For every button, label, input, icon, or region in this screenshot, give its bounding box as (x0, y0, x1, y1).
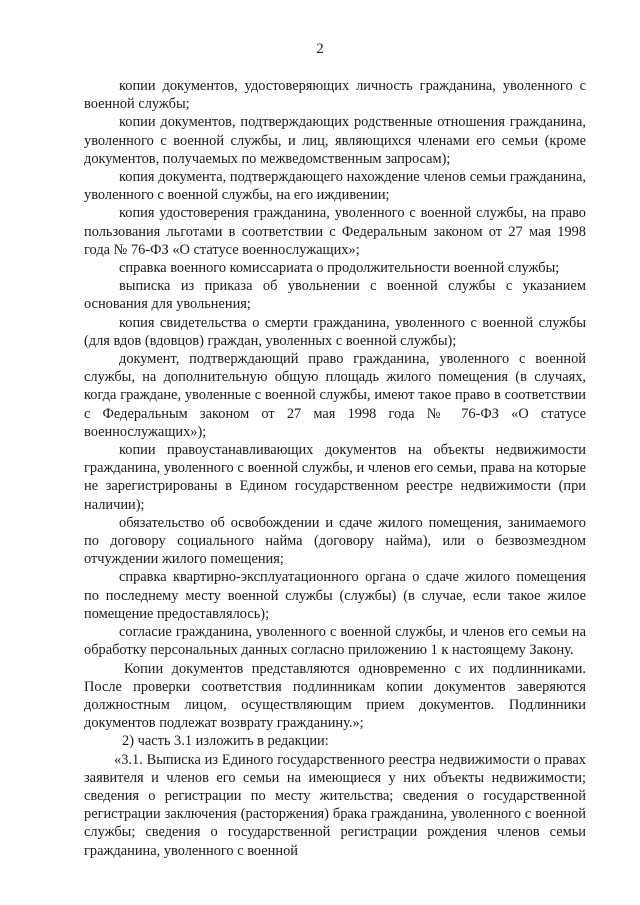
paragraph-dismissal-order: выписка из приказа об увольнении с военной службы с указанием основания для увольнения; (84, 278, 586, 313)
document-body (84, 77, 586, 860)
paragraph-dependency-doc: копия документа, подтверждающего нахождение членов семьи гражданина, уволенного с военной службы, на его иждивении; (84, 169, 586, 204)
paragraph-vacate-obligation: обязательство об освобождении и сдаче жилого помещения, занимаемого по договору социального найма (договору найма), или о безвозмездном отчуждении жилого помещения; (84, 514, 586, 568)
paragraph-housing-certificate: справка квартирно-эксплуатационного органа о сдаче жилого помещения по последнему месту военной службы (службы) (в случае, если такое жилое помещение предоставлялось); (84, 569, 586, 622)
paragraph-benefits-certificate: копия удостоверения гражданина, уволенного с военной службы, на право пользования льготами в соответствии с Федеральным законом от 27 мая 1998 года № 76-ФЗ «О статусе военнослужащих»; (84, 205, 586, 258)
paragraph-commissariat-certificate: справка военного комиссариата о продолжительности военной службы; (119, 260, 560, 277)
paragraph-section-3-1: «3.1. Выписка из Единого государственного реестра недвижимости о правах заявителя и членов его семьи на имеющиеся у них объекты недвижимости; сведения о регистрации по месту жительства; сведения о государственной регистрации заключения (расторжения) брака гражданина, уволенного с военной службы; сведения о государственной регистрации рождения членов семьи гражданина, уволенного с военной (84, 751, 586, 859)
paragraph-death-certificate: копия свидетельства о смерти гражданина, уволенного с военной службы (для вдов (вдовцов) граждан, уволенных с военной службы); (84, 314, 586, 349)
paragraph-identity-docs: копии документов, удостоверяющих личность гражданина, уволенного с военной службы; (84, 78, 586, 113)
paragraph-consent: согласие гражданина, уволенного с военной службы, и членов его семьи на обработку персональных данных согласно приложению 1 к настоящему Закону. (84, 624, 586, 659)
paragraph-additional-area: документ, подтверждающий право гражданина, уволенного с военной службы, на дополнительную общую площадь жилого помещения (в случаях, когда граждане, уволенные с военной службы, имеют такое право в соответствии с Федеральным законом от 27 мая 1998 года № 76-ФЗ «О статусе военнослужащих»); (84, 351, 586, 440)
paragraph-property-docs: копии правоустанавливающих документов на объекты недвижимости гражданина, уволенного с военной службы, и членов его семьи, права на которые не зарегистрированы в Едином государственном реестре недвижимости (при наличии); (84, 442, 586, 513)
paragraph-amendment-item: 2) часть 3.1 изложить в редакции: (122, 733, 329, 750)
paragraph-kinship-docs: копии документов, подтверждающих родственные отношения гражданина, уволенного с военной службы, и лиц, являющихся членами его семьи (кроме документов, получаемых по межведомственным запросам); (84, 114, 586, 167)
page-number: 2 (316, 41, 324, 57)
paragraph-copies-note: Копии документов представляются одновременно с их подлинниками. После проверки соответствия подлинникам копии документов заверяются должностным лицом, осуществляющим прием документов. Подлинники документов подлежат возврату гражданину.»; (84, 660, 586, 732)
